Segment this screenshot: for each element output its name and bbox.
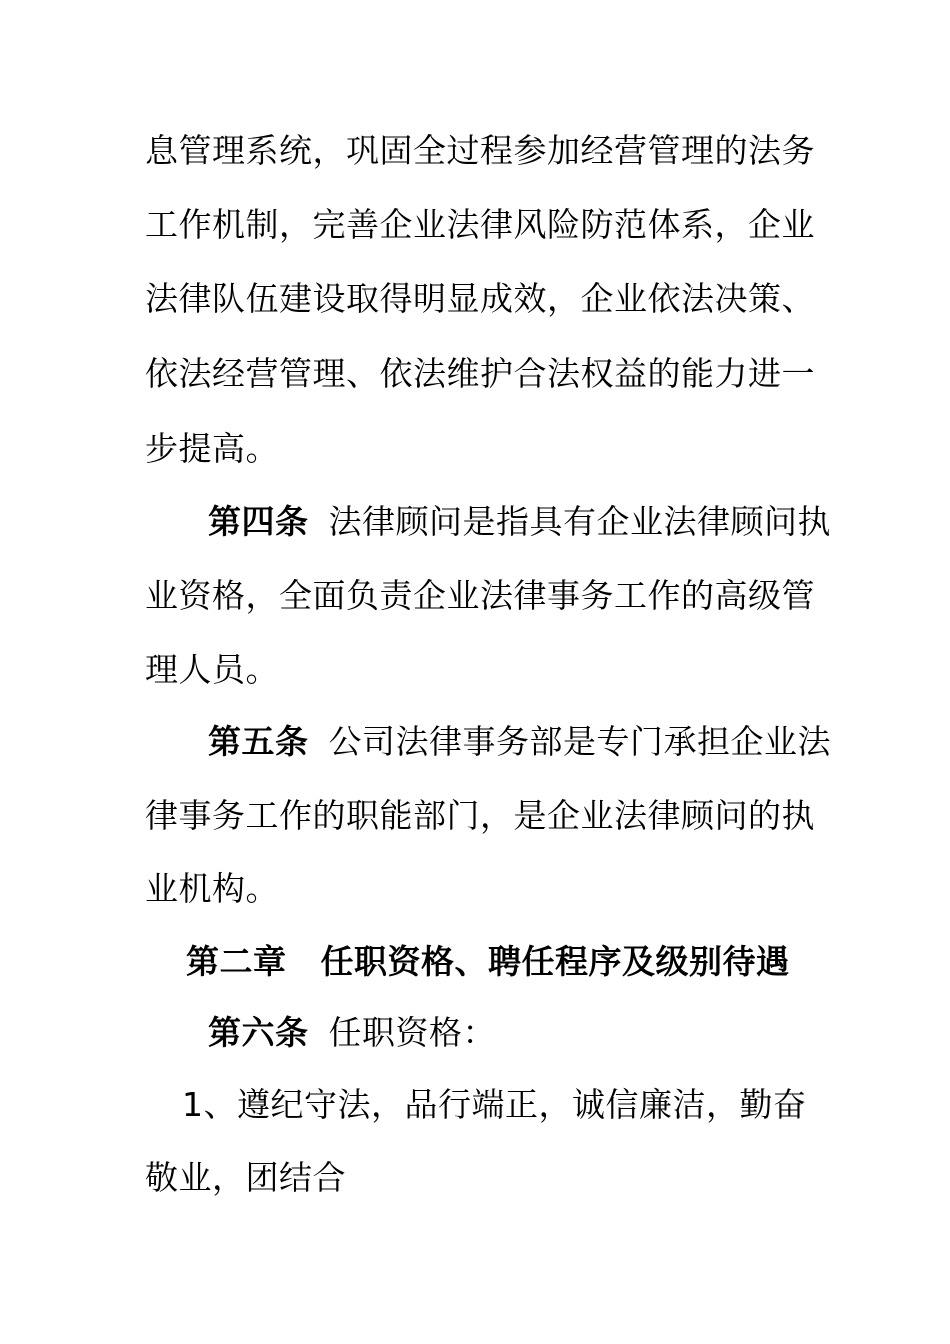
article-4-text: 法律顾问是指具有企业法律顾问执 [328, 502, 831, 541]
paragraph-line: 依法经营管理、依法维护合法权益的能力进一 [145, 354, 815, 393]
paragraph-line: 工作机制，完善企业法律风险防范体系，企业 [145, 205, 815, 244]
article-5-line: 业机构。 [145, 869, 279, 908]
list-item-1-line: 敬业，团结合 [145, 1158, 346, 1197]
article-5-label: 第五条 [208, 722, 309, 761]
article-4-line: 业资格，全面负责企业法律事务工作的高级管 [145, 576, 815, 615]
paragraph-line: 息管理系统，巩固全过程参加经营管理的法务 [145, 131, 815, 170]
paragraph-line: 步提高。 [145, 429, 279, 468]
article-6-label: 第六条 [208, 1013, 309, 1052]
chapter-number: 第二章 [186, 942, 287, 981]
article-4-first-line [208, 502, 831, 542]
chapter-heading [186, 942, 790, 982]
article-6-text: 任职资格： [328, 1013, 496, 1052]
article-4-line: 理人员。 [145, 650, 279, 689]
article-5-first-line [208, 722, 831, 762]
paragraph-line: 法律队伍建设取得明显成效，企业依法决策、 [145, 279, 815, 318]
article-5-text: 公司法律事务部是专门承担企业法 [328, 722, 831, 761]
article-6-line [208, 1013, 496, 1053]
list-item-1-line: 1、遵纪守法，品行端正，诚信廉洁，勤奋 [182, 1085, 807, 1124]
article-4-label: 第四条 [208, 502, 309, 541]
article-5-line: 律事务工作的职能部门，是企业法律顾问的执 [145, 796, 815, 835]
chapter-title: 任职资格、聘任程序及级别待遇 [320, 942, 790, 981]
